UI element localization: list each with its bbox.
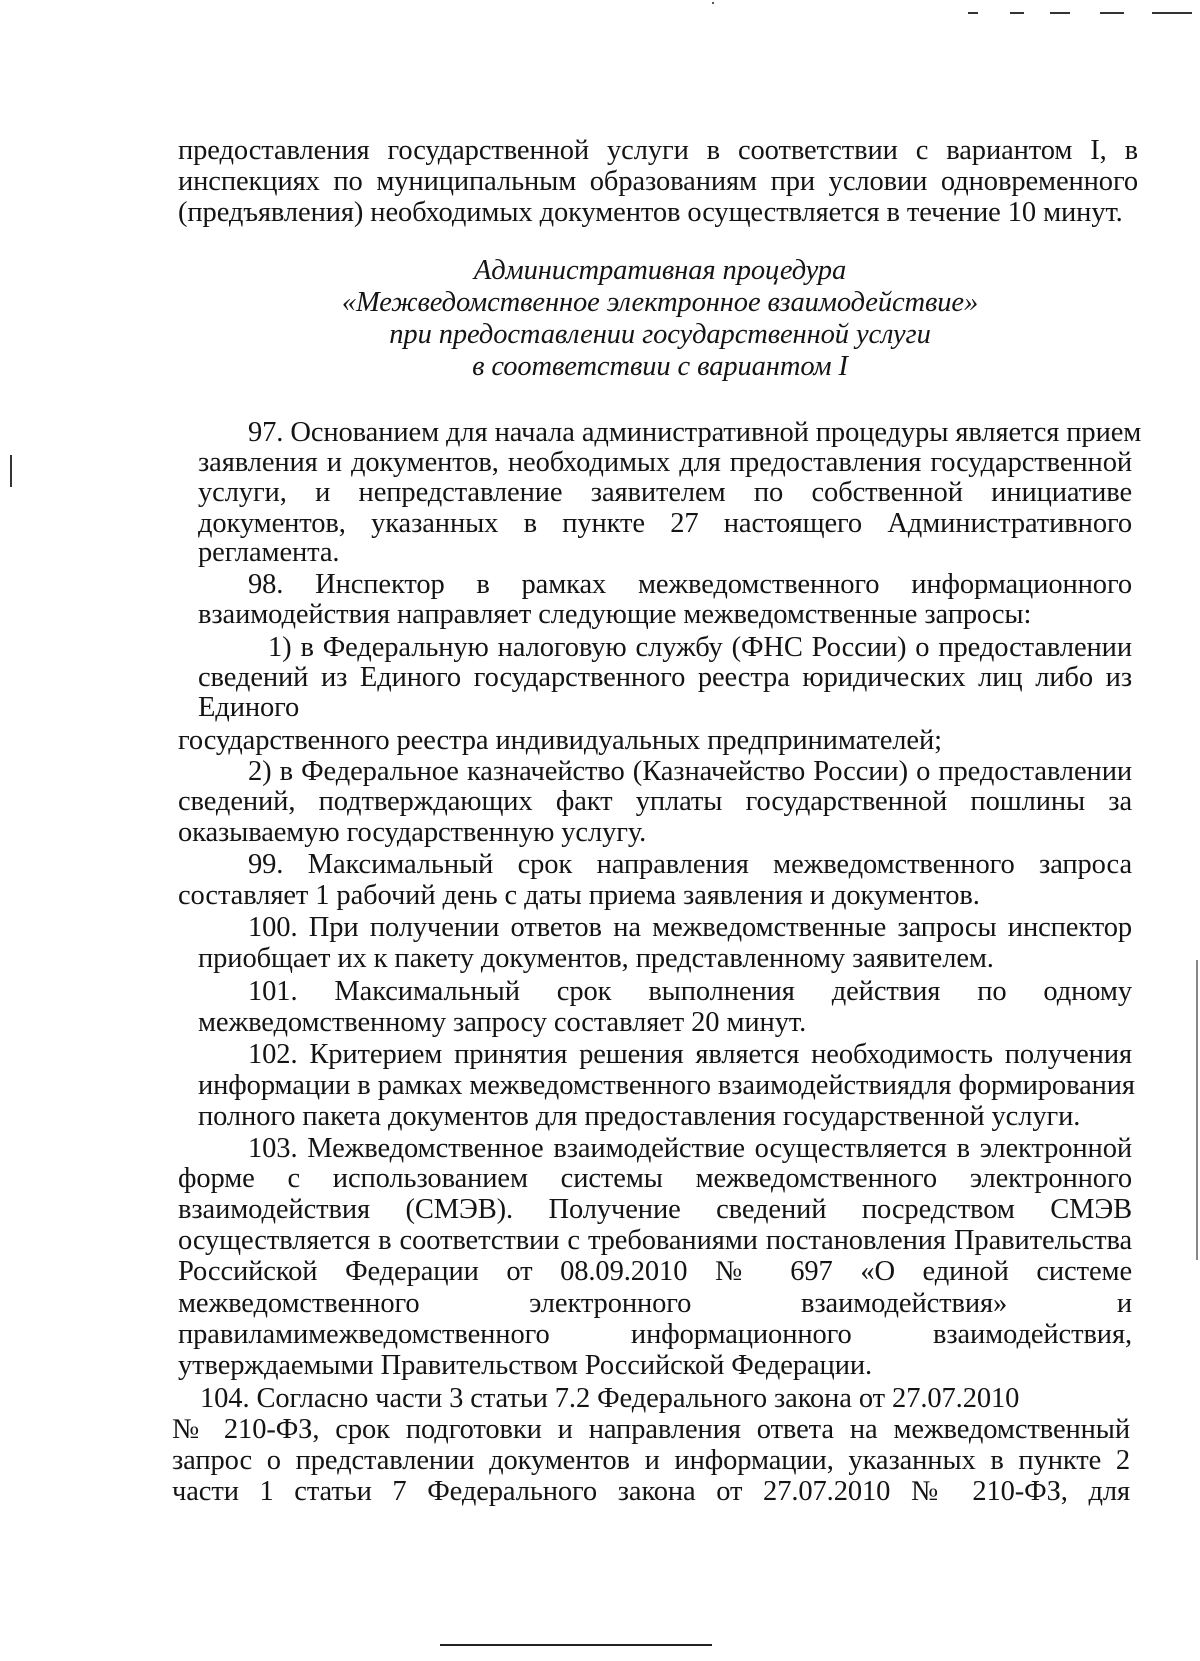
paragraph-98-item-2-line: 2) в Федеральное казначейство (Казначейство России) о предоставлении: [248, 756, 1132, 787]
section-heading-line: при предоставлении государственной услуги: [389, 319, 931, 350]
footer-rule: [440, 1644, 712, 1646]
paragraph-98-item-1-line: Единого: [198, 692, 300, 723]
paragraph-103-line: межведомственного электронного взаимодействия» и: [178, 1288, 1132, 1319]
paragraph-103-line: Российской Федерации от 08.09.2010 № 697 «О единой системе: [178, 1256, 1132, 1287]
paragraph-102-line: полного пакета документов для предоставления государственной услуги.: [198, 1101, 1081, 1132]
paragraph-104-line: части 1 статьи 7 Федерального закона от 27.07.2010 № 210-ФЗ, для: [172, 1476, 1130, 1507]
paragraph-102-line: информации в рамках межведомственного взаимодействиядля формирования: [198, 1070, 1135, 1101]
paragraph-97-line: регламента.: [198, 537, 340, 568]
paragraph-104-line: 104. Согласно части 3 статьи 7.2 Федерального закона от 27.07.2010: [200, 1383, 1020, 1414]
paragraph-98-item-1-line: государственного реестра индивидуальных предпринимателей;: [178, 725, 942, 756]
paragraph-102-line: 102. Критерием принятия решения является необходимость получения: [248, 1039, 1132, 1070]
paragraph-103-line: утверждаемыми Правительством Российской Федерации.: [178, 1350, 873, 1381]
paragraph-99-line: составляет 1 рабочий день с даты приема заявления и документов.: [178, 880, 980, 911]
paragraph-97-line: заявления и документов, необходимых для предоставления государственной: [198, 447, 1132, 478]
paragraph-101-line: 101. Максимальный срок выполнения действия по одному: [248, 976, 1132, 1007]
paragraph-103-line: форме с использованием системы межведомственного электронного: [178, 1163, 1132, 1194]
paragraph-103-line: осуществляется в соответствии с требованиями постановления Правительства: [178, 1225, 1132, 1256]
section-heading-line: в соответствии с вариантом I: [472, 351, 848, 382]
paragraph-103-line: 103. Межведомственное взаимодействие осуществляется в электронной: [248, 1133, 1132, 1164]
section-heading-line: Административная процедура: [473, 255, 847, 286]
paragraph-98-item-2-line: оказываемую государственную услугу.: [178, 817, 647, 848]
paragraph-103-line: взаимодействия (СМЭВ). Получение сведений посредством СМЭВ: [178, 1194, 1132, 1225]
paragraph-103-line: правиламимежведомственного информационного взаимодействия,: [178, 1319, 1132, 1350]
scan-dash: [1050, 12, 1070, 14]
section-heading-line: «Межведомственное электронное взаимодействие»: [341, 287, 979, 318]
paragraph-100-line: приобщает их к пакету документов, представленному заявителем.: [198, 943, 994, 974]
scan-edge-mark: [1196, 960, 1198, 1260]
paragraph-98-line: 98. Инспектор в рамках межведомственного информационного: [248, 569, 1132, 600]
scan-margin-mark: [10, 455, 12, 487]
paragraph-98-line: взаимодействия направляет следующие межведомственные запросы:: [198, 599, 1032, 630]
scan-dash: [968, 12, 978, 14]
intro-line: (предъявления) необходимых документов осуществляется в течение 10 минут.: [178, 197, 1123, 228]
paragraph-99-line: 99. Максимальный срок направления межведомственного запроса: [248, 849, 1132, 880]
paragraph-98-item-1-line: 1) в Федеральную налоговую службу (ФНС России) о предоставлении: [268, 632, 1132, 663]
intro-line: инспекциях по муниципальным образованиям при условии одновременного: [178, 166, 1138, 197]
scan-dash: [1152, 12, 1192, 14]
scan-dash: [1010, 12, 1024, 14]
paragraph-101-line: межведомственному запросу составляет 20 минут.: [198, 1007, 807, 1038]
paragraph-97-line: услуги, и непредставление заявителем по собственной инициативе: [198, 477, 1132, 508]
paragraph-104-line: № 210-ФЗ, срок подготовки и направления ответа на межведомственный: [172, 1414, 1130, 1445]
scan-speck: [712, 2, 714, 4]
paragraph-98-item-2-line: сведений, подтверждающих факт уплаты государственной пошлины за: [178, 786, 1132, 817]
paragraph-97-line: 97. Основанием для начала административной процедуры является прием: [248, 417, 1142, 448]
intro-line: предоставления государственной услуги в соответствии с вариантом I, в: [178, 135, 1138, 166]
paragraph-97-line: документов, указанных в пункте 27 настоящего Административного: [198, 508, 1132, 539]
paragraph-98-item-1-line: сведений из Единого государственного реестра юридических лиц либо из: [198, 662, 1132, 693]
paragraph-104-line: запрос о представлении документов и информации, указанных в пункте 2: [172, 1445, 1130, 1476]
paragraph-100-line: 100. При получении ответов на межведомственные запросы инспектор: [248, 912, 1132, 943]
scan-dash: [1100, 12, 1124, 14]
